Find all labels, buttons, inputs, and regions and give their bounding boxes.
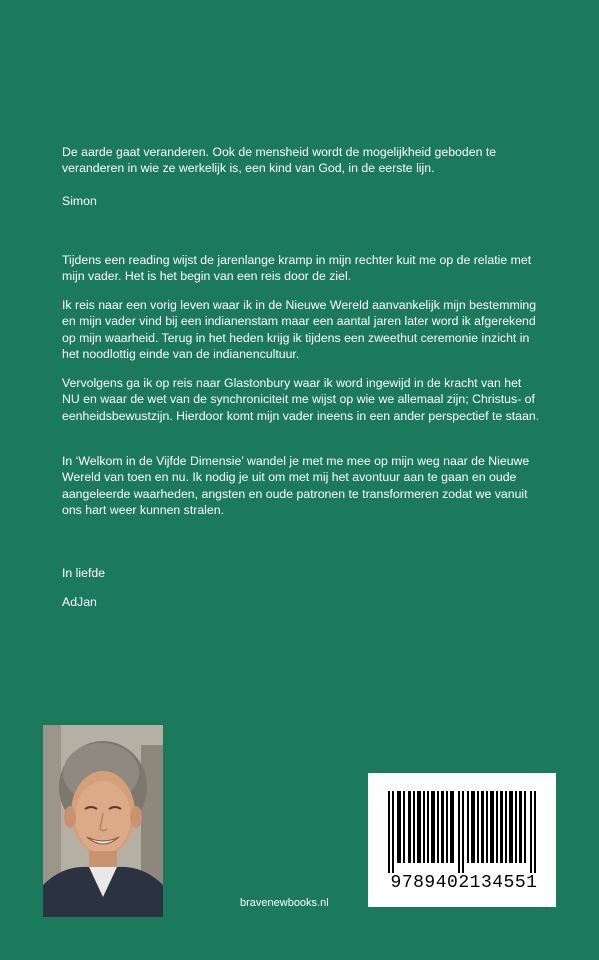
isbn-number: 9789402134551 [390, 873, 538, 893]
author-signature: AdJan [62, 595, 97, 609]
body-paragraph-4: In ‘Welkom in de Vijfde Dimensie’ wandel je met me mee op mijn weg naar de Nieuwe Wereld van toen en nu. Ik nodig je uit om met mij het avontuur aan te gaan en oude aangeleerde waarheden, angsten en oude patronen te transformeren zodat we vanuit ons hart weer kunnen stralen. [62, 454, 530, 518]
intro-quote: De aarde gaat veranderen. Ook de mensheid wordt de mogelijkheid geboden te veranderen in wie ze werkelijk is, een kind van God, in de eerste lijn. [62, 145, 497, 176]
barcode [368, 773, 556, 907]
closing-greeting: In liefde [62, 566, 106, 580]
publisher-website: bravenewbooks.nl [240, 897, 329, 909]
body-paragraph-2: Ik reis naar een vorig leven waar ik in de Nieuwe Wereld aanvankelijk mijn bestemming en mijn vader vind bij een indianenstam maar een aantal jaren later word ik afgerekend op mijn waarheid. Terug in het heden krijg ik tijdens een zweethut ceremonie inzicht in het noodlottig einde van de indianencultuur. [62, 298, 537, 362]
body-paragraph-1: Tijdens een reading wijst de jarenlange kramp in mijn rechter kuit me op de relatie met mijn vader. Het is het begin van een reis door de ziel. [62, 253, 532, 284]
quote-author: Simon [62, 194, 97, 208]
author-photo [43, 725, 163, 917]
barcode-bars [388, 791, 536, 873]
body-paragraph-3: Vervolgens ga ik op reis naar Glastonbury waar ik word ingewijd in de kracht van het NU en waar de wet van de synchroniciteit me wijst op wie we allemaal zijn; Christus- of eenheidsbewustzijn. Hierdoor komt mijn vader ineens in een ander perspectief te staan. [62, 376, 540, 423]
